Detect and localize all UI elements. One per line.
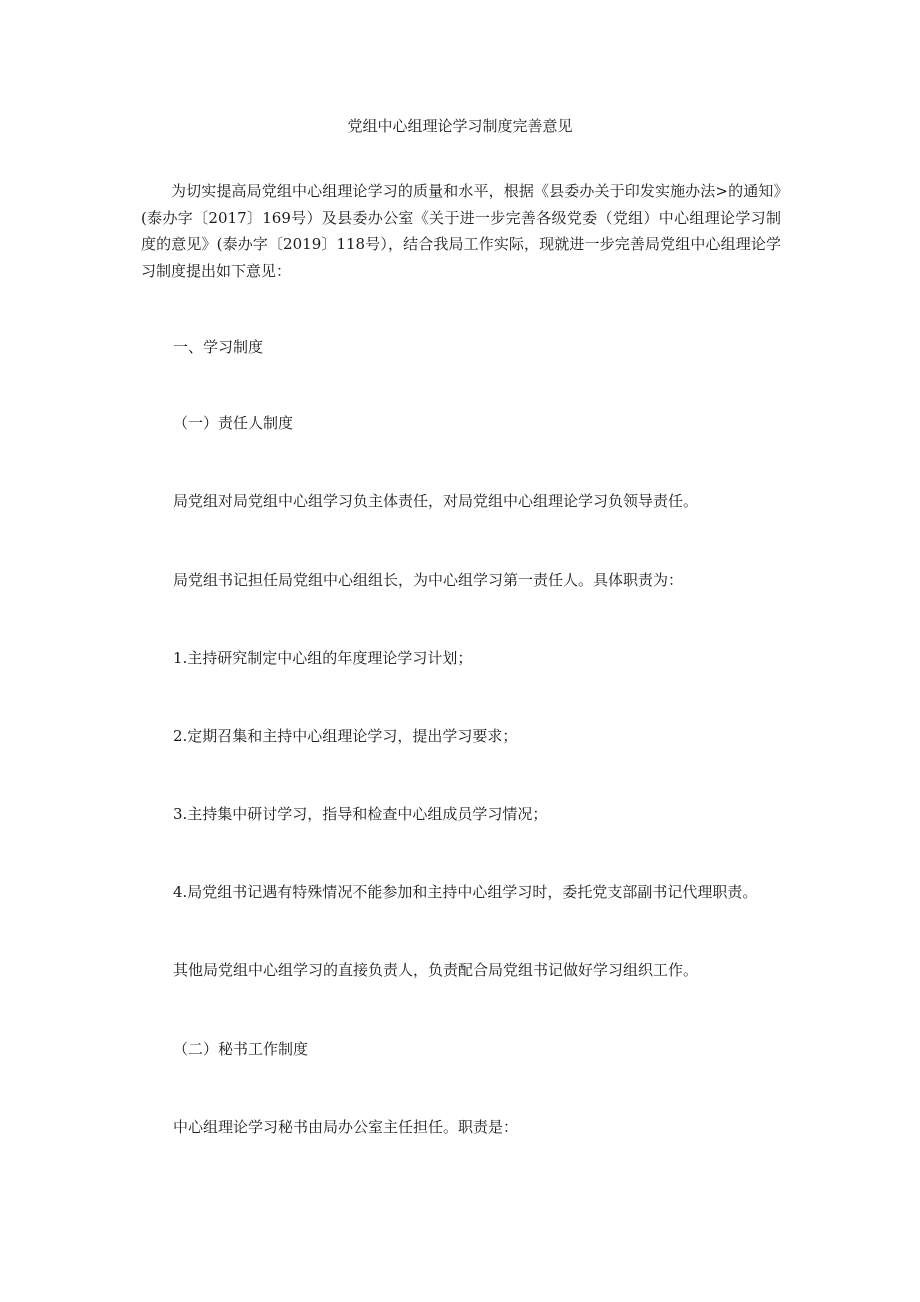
subsection-heading-clerk-system: （二）秘书工作制度 bbox=[173, 1040, 309, 1058]
duty-item-3: 3.主持集中研讨学习，指导和检查中心组成员学习情况； bbox=[173, 805, 548, 823]
subsection-heading-responsible-person: （一）责任人制度 bbox=[173, 414, 294, 432]
duty-item-2: 2.定期召集和主持中心组理论学习，提出学习要求； bbox=[173, 727, 518, 745]
section-heading-study-system: 一、学习制度 bbox=[173, 338, 264, 356]
duty-item-1: 1.主持研究制定中心组的年度理论学习计划； bbox=[173, 649, 473, 667]
paragraph-other-responsible: 其他局党组中心组学习的直接负责人，负责配合局党组书记做好学习组织工作。 bbox=[173, 961, 699, 979]
paragraph-main-responsibility: 局党组对局党组中心组学习负主体责任，对局党组中心组理论学习负领导责任。 bbox=[173, 492, 699, 510]
paragraph-secretary-duties: 局党组书记担任局党组中心组组长，为中心组学习第一责任人。具体职责为： bbox=[173, 571, 684, 589]
intro-paragraph: 为切实提高局党组中心组理论学习的质量和水平，根据《县委办关于印发实施办法>的通知》(泰办字〔2017〕169号）及县委办公室《关于进一步完善各级党委（党组）中心组理论学习制度的意见》(泰办字〔2019〕118号），结合我局工作实际，现就进一步完善局党组中心组理论学习制度提出如下意见： bbox=[141, 182, 781, 280]
document-title: 党组中心组理论学习制度完善意见 bbox=[347, 117, 573, 135]
duty-item-4: 4.局党组书记遇有特殊情况不能参加和主持中心组学习时，委托党支部副书记代理职责。 bbox=[173, 883, 758, 901]
paragraph-clerk-duties: 中心组理论学习秘书由局办公室主任担任。职责是： bbox=[173, 1118, 519, 1136]
